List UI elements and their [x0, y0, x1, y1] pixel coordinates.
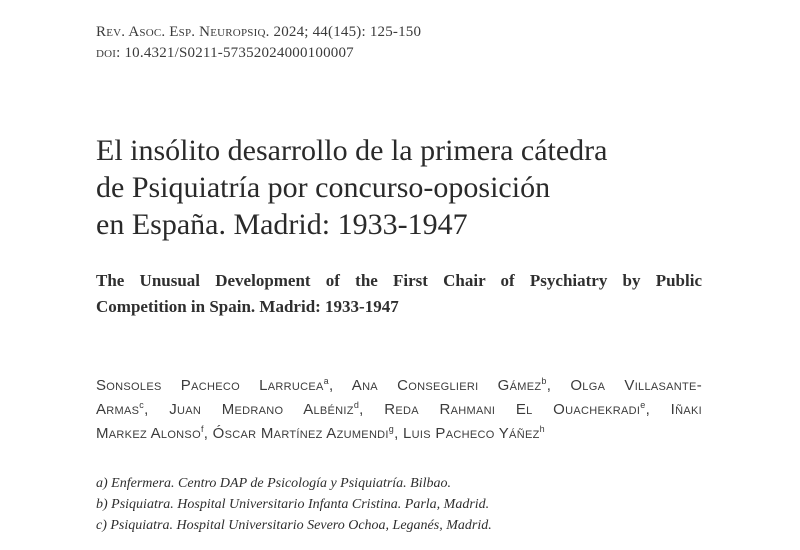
author-affiliation-marker: h: [539, 424, 545, 434]
title-en-line-2: Competition in Spain. Madrid: 1933-1947: [96, 297, 399, 316]
affiliation-list: [96, 473, 716, 536]
author-affiliation-marker: b: [541, 376, 547, 386]
title-es-line-3: en España. Madrid: 1933-1947: [96, 208, 468, 241]
title-en-line-1: The Unusual Development of the First Chair of Psychiatry by Public: [96, 271, 702, 290]
article-title-spanish: [96, 132, 736, 243]
journal-citation: Rev. Asoc. Esp. Neuropsiq. 2024; 44(145): 125-150: [96, 24, 422, 40]
author-affiliation-marker: f: [200, 424, 204, 434]
author-affiliation-marker: c: [139, 400, 145, 410]
author-affiliation-marker: g: [388, 424, 395, 434]
journal-doi: doi: 10.4321/S0211-57352024000100007: [96, 45, 354, 61]
author-text: , Reda Rahmani El Ouachekradi: [359, 401, 641, 418]
author-text: , Juan Medrano Albéniz: [144, 401, 354, 418]
author-line-2: [96, 398, 702, 422]
author-text: , Ana Conseglieri Gámez: [328, 377, 542, 394]
author-affiliation-marker: a: [323, 376, 329, 386]
title-es-line-2: de Psiquiatría por concurso-oposición: [96, 171, 551, 204]
author-line-3: [96, 422, 702, 446]
title-es-line-1: El insólito desarrollo de la primera cátedra: [96, 134, 608, 167]
affiliation-item: a) Enfermera. Centro DAP de Psicología y Psiquiatría. Bilbao.: [96, 476, 452, 491]
affiliation-item: c) Psiquiatra. Hospital Universitario Severo Ochoa, Leganés, Madrid.: [96, 518, 492, 533]
author-text: Sonsoles Pacheco Larrucea: [96, 377, 324, 394]
author-list: [96, 374, 702, 446]
author-text: Armas: [96, 401, 140, 418]
affiliation-item: b) Psiquiatra. Hospital Universitario Infanta Cristina. Parla, Madrid.: [96, 497, 490, 512]
author-affiliation-marker: e: [640, 400, 646, 410]
journal-header: [96, 22, 421, 64]
author-text: , Óscar Martínez Azumendi: [203, 425, 389, 442]
author-text: Markez Alonso: [96, 425, 201, 442]
author-text: , Olga Villasante-: [546, 377, 702, 394]
author-text: , Luis Pacheco Yáñez: [394, 425, 540, 442]
article-title-english: [96, 268, 702, 320]
author-text: , Iñaki: [645, 401, 702, 418]
author-affiliation-marker: d: [353, 400, 360, 410]
author-line-1: [96, 374, 702, 398]
